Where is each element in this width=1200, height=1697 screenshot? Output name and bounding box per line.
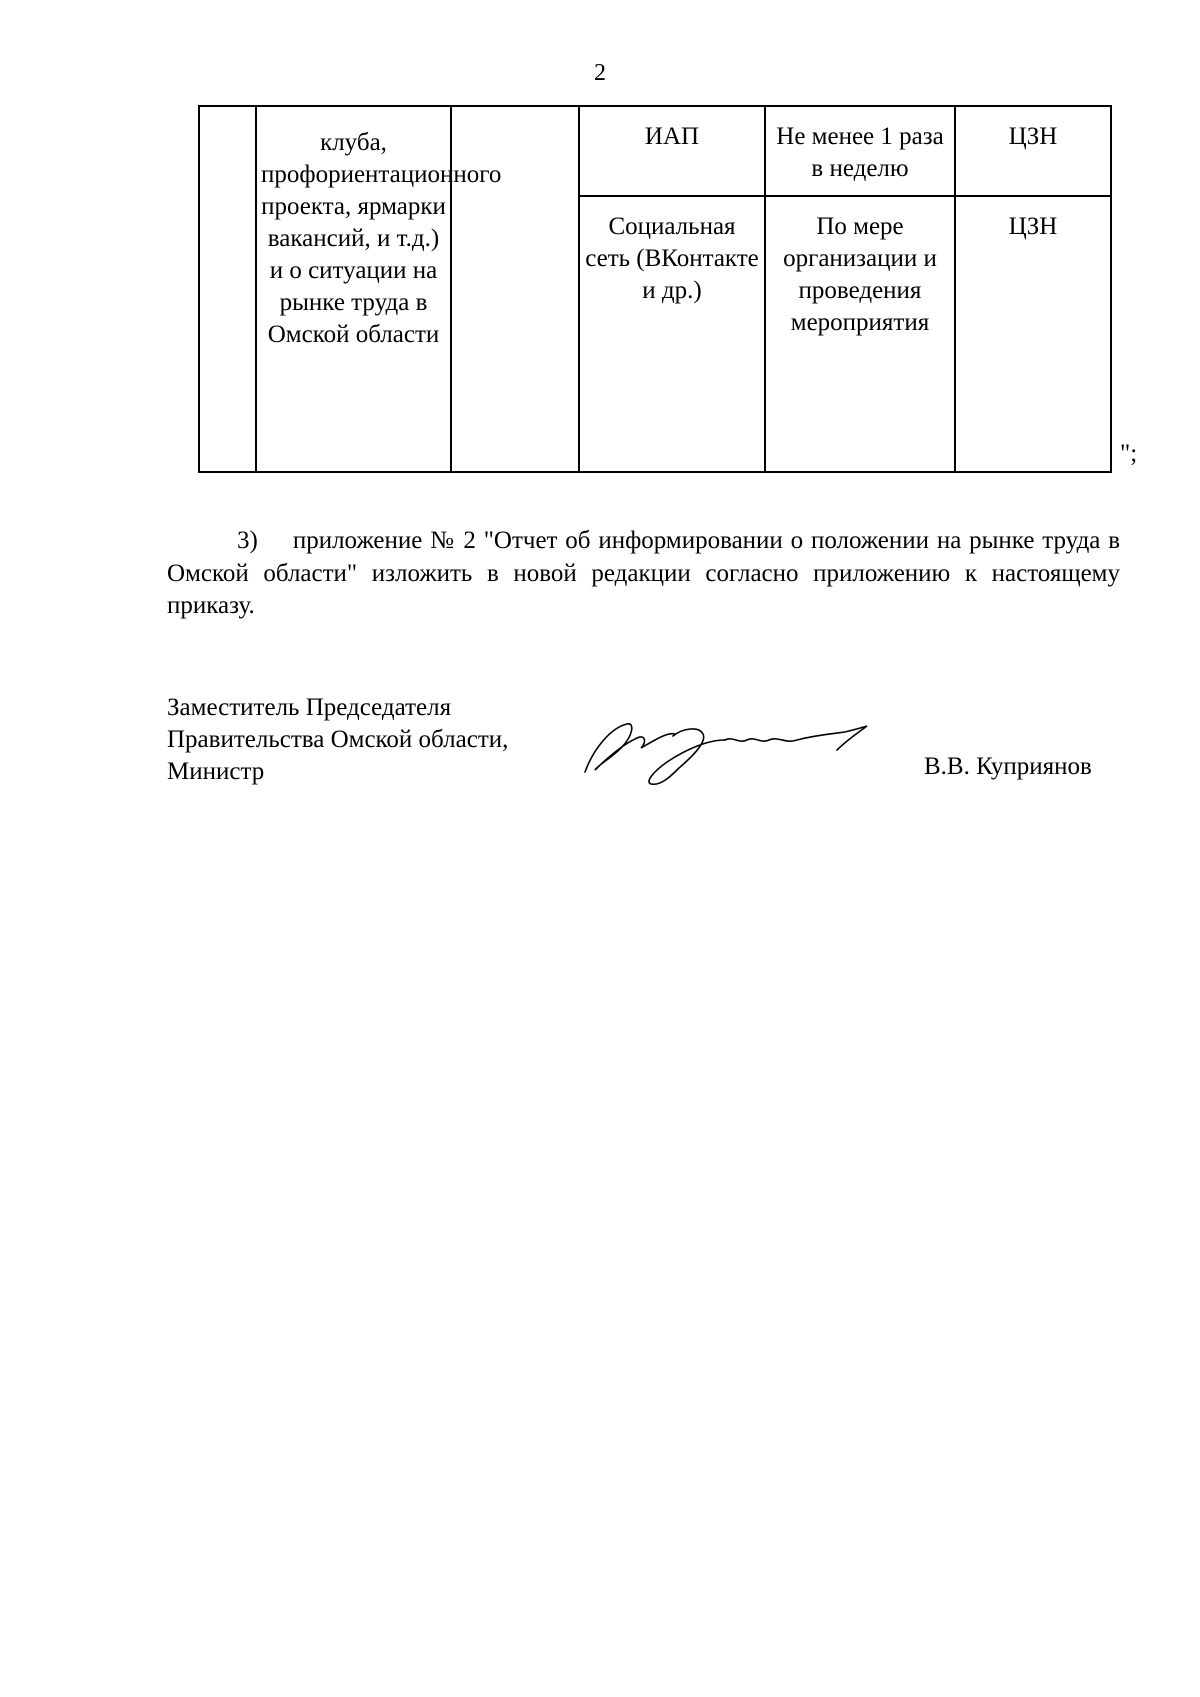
table-row: [199, 106, 1111, 196]
measures-table: [198, 105, 1112, 473]
signatory-name: В.В. Куприянов: [924, 753, 1092, 780]
paragraph-text: приложение № 2 "Отчет об информировании о положении на рынке труда в Омской области" изложить в новой редакции согласно приложению к настоящему приказу.: [167, 527, 1121, 619]
table-cell-frequency: По мере организации и проведения мероприятия: [765, 196, 955, 472]
position-line: Заместитель Председателя: [167, 694, 452, 721]
table-cell-channel: Социальная сеть (ВКонтакте и др.): [579, 196, 765, 472]
page-number: 2: [594, 60, 606, 86]
table-cell-number: [199, 106, 256, 472]
amendment-paragraph: [167, 525, 1120, 623]
table-cell-responsible: ЦЗН: [955, 196, 1111, 472]
position-line: Министр: [167, 758, 265, 785]
paragraph-number: 3): [237, 527, 258, 554]
table-cell-channel: ИАП: [579, 106, 765, 196]
table-cell-frequency: Не менее 1 раза в неделю: [765, 106, 955, 196]
handwritten-signature: [575, 710, 870, 790]
table-cell-description: клуба, профориентационного проекта, ярмарки вакансий, и т.д.) и о ситуации на рынке труда в Омской области: [256, 106, 451, 472]
signatory-position: [167, 692, 508, 788]
table-cell-responsible: ЦЗН: [955, 106, 1111, 196]
closing-quote-mark: ";: [1120, 440, 1138, 467]
position-line: Правительства Омской области,: [167, 726, 509, 753]
